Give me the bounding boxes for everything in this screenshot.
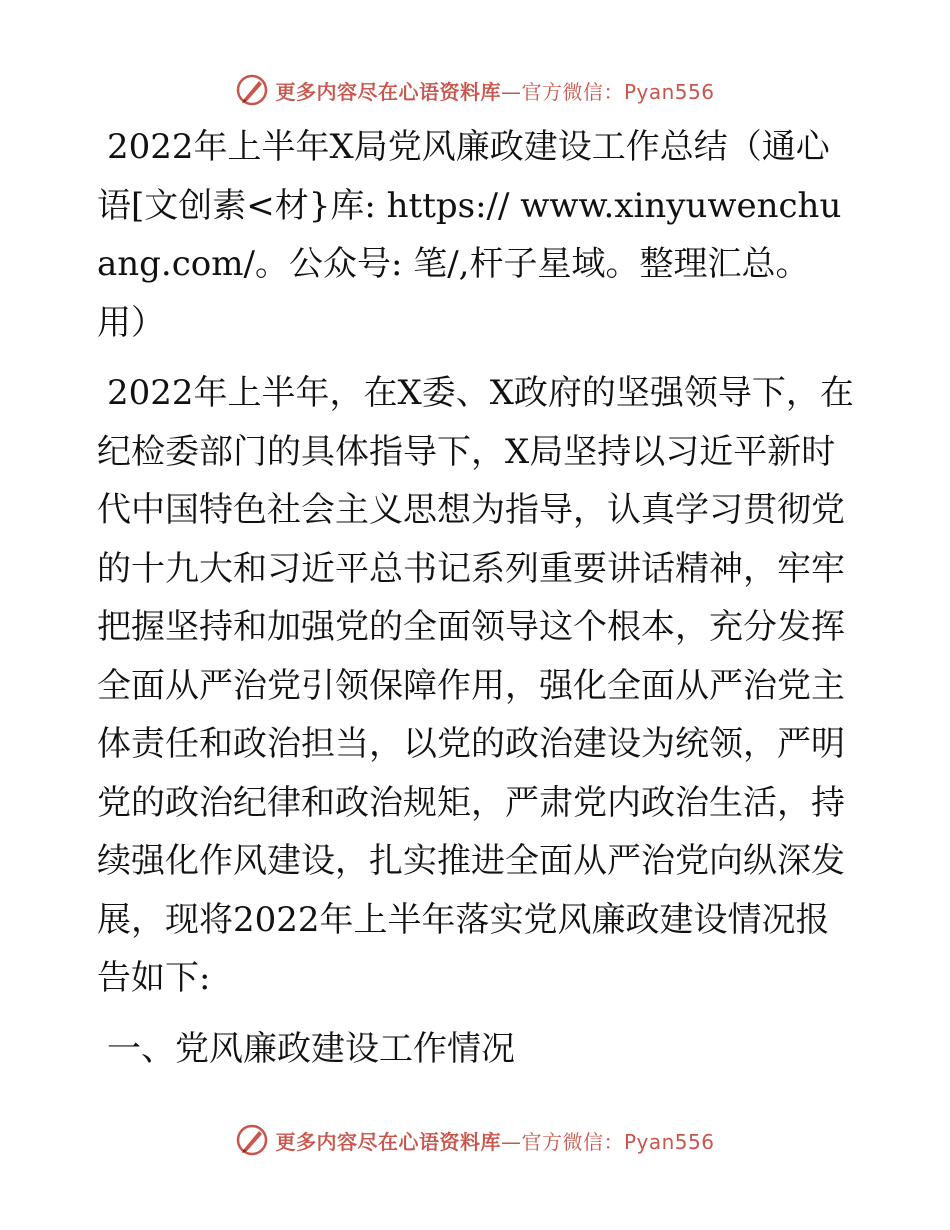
watermark-text: 更多内容尽在心语资料库—官方微信：Pyan556 — [275, 79, 715, 104]
watermark-banner-top — [0, 70, 950, 110]
watermark-banner-bottom — [0, 1120, 950, 1160]
quill-pen-icon — [235, 73, 269, 107]
section-heading: 一、党风廉政建设工作情况 — [107, 1028, 515, 1069]
intro-paragraph: 2022年上半年，在X委、X政府的坚强领导下，在纪检委部门的具体指导下，X局坚持以习近平新时代中国特色社会主义思想为指导，认真学习贯彻党的十九大和习近平总书记系列重要讲话精神，牢牢把握坚持和加强党的全面领导这个根本，充分发挥全面从严治党引领保障作用，强化全面从严治党主体责任和政治担当，以党的政治建设为统领，严明党的政治纪律和政治规矩，严肃党内政治生活，持续强化作风建设，扎实推进全面从严治党向纵深发展，现将2022年上半年落实党风廉政建设情况报告如下: — [97, 373, 854, 998]
watermark-text: 更多内容尽在心语资料库—官方微信：Pyan556 — [275, 1129, 715, 1154]
document-body — [97, 118, 857, 1078]
quill-pen-icon — [235, 1123, 269, 1157]
document-title: 2022年上半年X局党风廉政建设工作总结（通心语[文创素<材}库: https:// www.xinyuwenchuang.com/。公众号: 笔/,杆子星域。整理汇总。用） — [97, 127, 842, 343]
